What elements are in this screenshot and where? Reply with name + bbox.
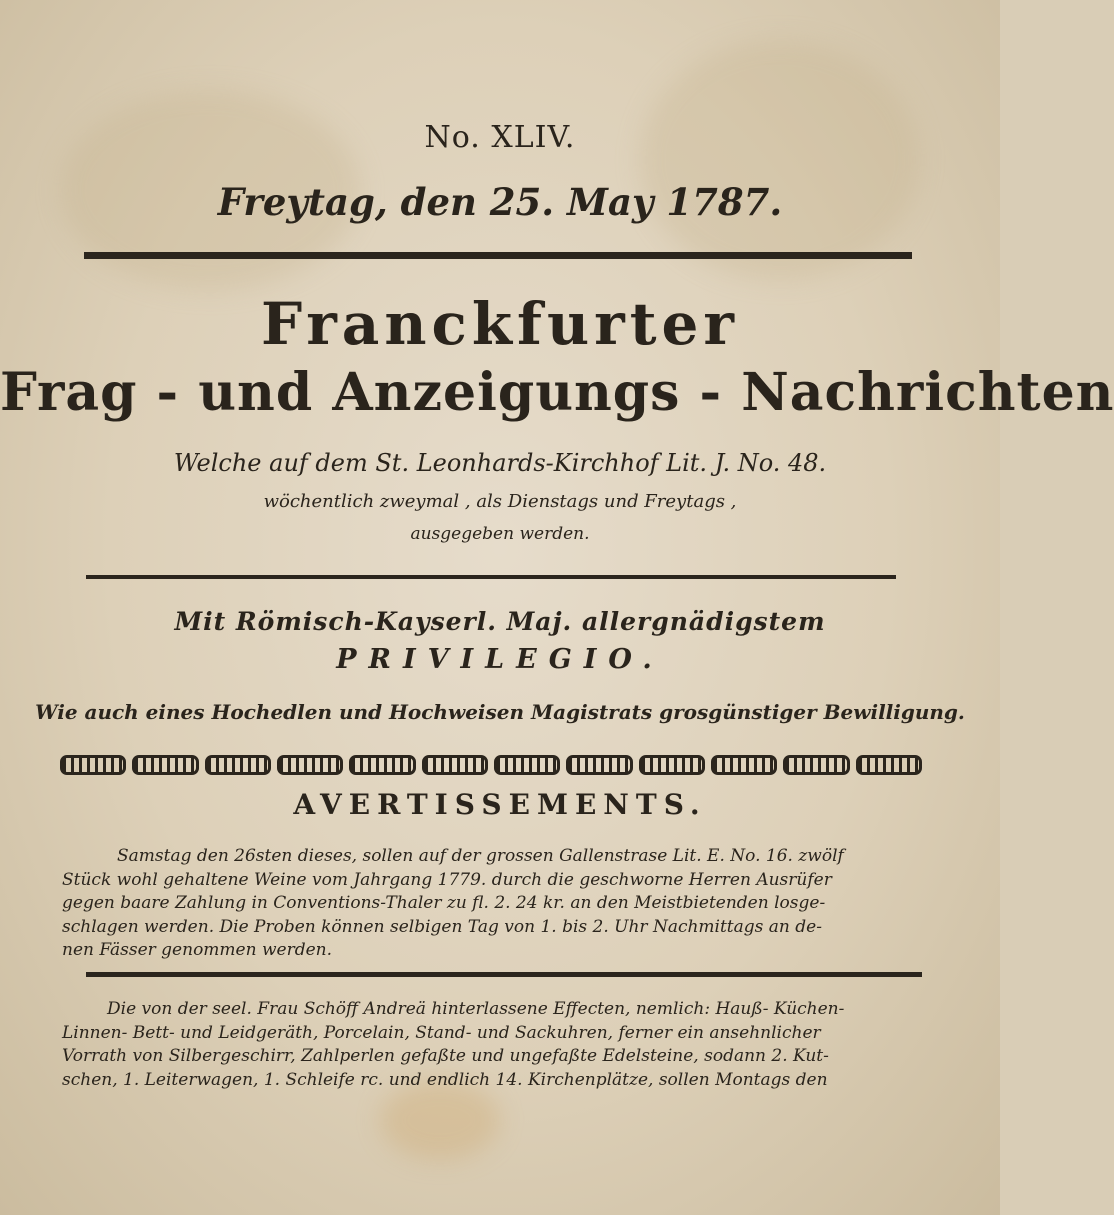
chain-link: [422, 755, 488, 775]
chain-link: [60, 755, 126, 775]
chain-link: [783, 755, 849, 775]
section-title: AVERTISSEMENTS.: [293, 788, 707, 821]
advert-line: schlagen werden. Die Proben können selbigen Tag von 1. bis 2. Uhr Nachmittags an de-: [62, 916, 822, 937]
paper-stain: [380, 1080, 500, 1160]
chain-link: [277, 755, 343, 775]
advert-line: Vorrath von Silbergeschirr, Zahlperlen gefaßte und ungefaßte Edelsteine, sodann 2. Kut-: [62, 1046, 829, 1066]
magistrate-approval: Wie auch eines Hochedlen und Hochweisen Magistrats grosgünstiger Bewilligung.: [35, 700, 965, 724]
advert-line: schen, 1. Leiterwagen, 1. Schleife rc. und endlich 14. Kirchenplätze, sollen Montags den: [62, 1069, 828, 1090]
masthead-schedule: wöchentlich zweymal , als Dienstags und Freytags ,: [263, 491, 737, 512]
issue-date: Freytag, den 25. May 1787.: [217, 180, 783, 224]
masthead-bottom-rule: [86, 575, 896, 579]
masthead-address: Welche auf dem St. Leonhards-Kirchhof Lit. J. No. 48.: [173, 449, 827, 477]
advert-line: Die von der seel. Frau Schöff Andreä hinterlassene Effecten, nemlich: Hauß- Küchen-: [107, 999, 845, 1019]
chain-link: [639, 755, 705, 775]
advert-line: Linnen- Bett- und Leidgeräth, Porcelain, Stand- und Sackuhren, ferner ein ansehnlicher: [62, 1022, 821, 1043]
privilege-line: Mit Römisch-Kayserl. Maj. allergnädigstem: [174, 607, 826, 636]
advert-paragraph-1: [62, 845, 924, 963]
chain-link: [349, 755, 415, 775]
chain-ornament: [60, 752, 922, 772]
chain-link: [566, 755, 632, 775]
chain-link: [132, 755, 198, 775]
chain-link: [205, 755, 271, 775]
advert-paragraph-2: [62, 998, 924, 1092]
advert-line: Samstag den 26sten dieses, sollen auf der grossen Gallenstrase Lit. E. No. 16. zwölf: [117, 846, 844, 866]
privilege-title: PRIVILEGIO.: [336, 644, 664, 675]
chain-link: [856, 755, 922, 775]
section-rule: [86, 972, 922, 977]
paper-stain: [640, 40, 920, 280]
advert-line: nen Fässer genommen werden.: [62, 940, 332, 960]
chain-link: [711, 755, 777, 775]
masthead-title-line1: Franckfurter: [261, 290, 739, 358]
masthead-title-line2: Frag - und Anzeigungs - Nachrichten: [0, 362, 1114, 423]
advert-line: gegen baare Zahlung in Conventions-Thaler zu fl. 2. 24 kr. an den Meistbietenden losge-: [62, 893, 826, 913]
advert-line: Stück wohl gehaltene Weine vom Jahrgang 1779. durch die geschworne Herren Ausrüfer: [62, 869, 832, 890]
chain-link: [494, 755, 560, 775]
issue-number: No. XLIV.: [424, 120, 576, 155]
masthead-top-rule: [84, 252, 912, 259]
masthead-schedule-end: ausgegeben werden.: [410, 524, 590, 544]
